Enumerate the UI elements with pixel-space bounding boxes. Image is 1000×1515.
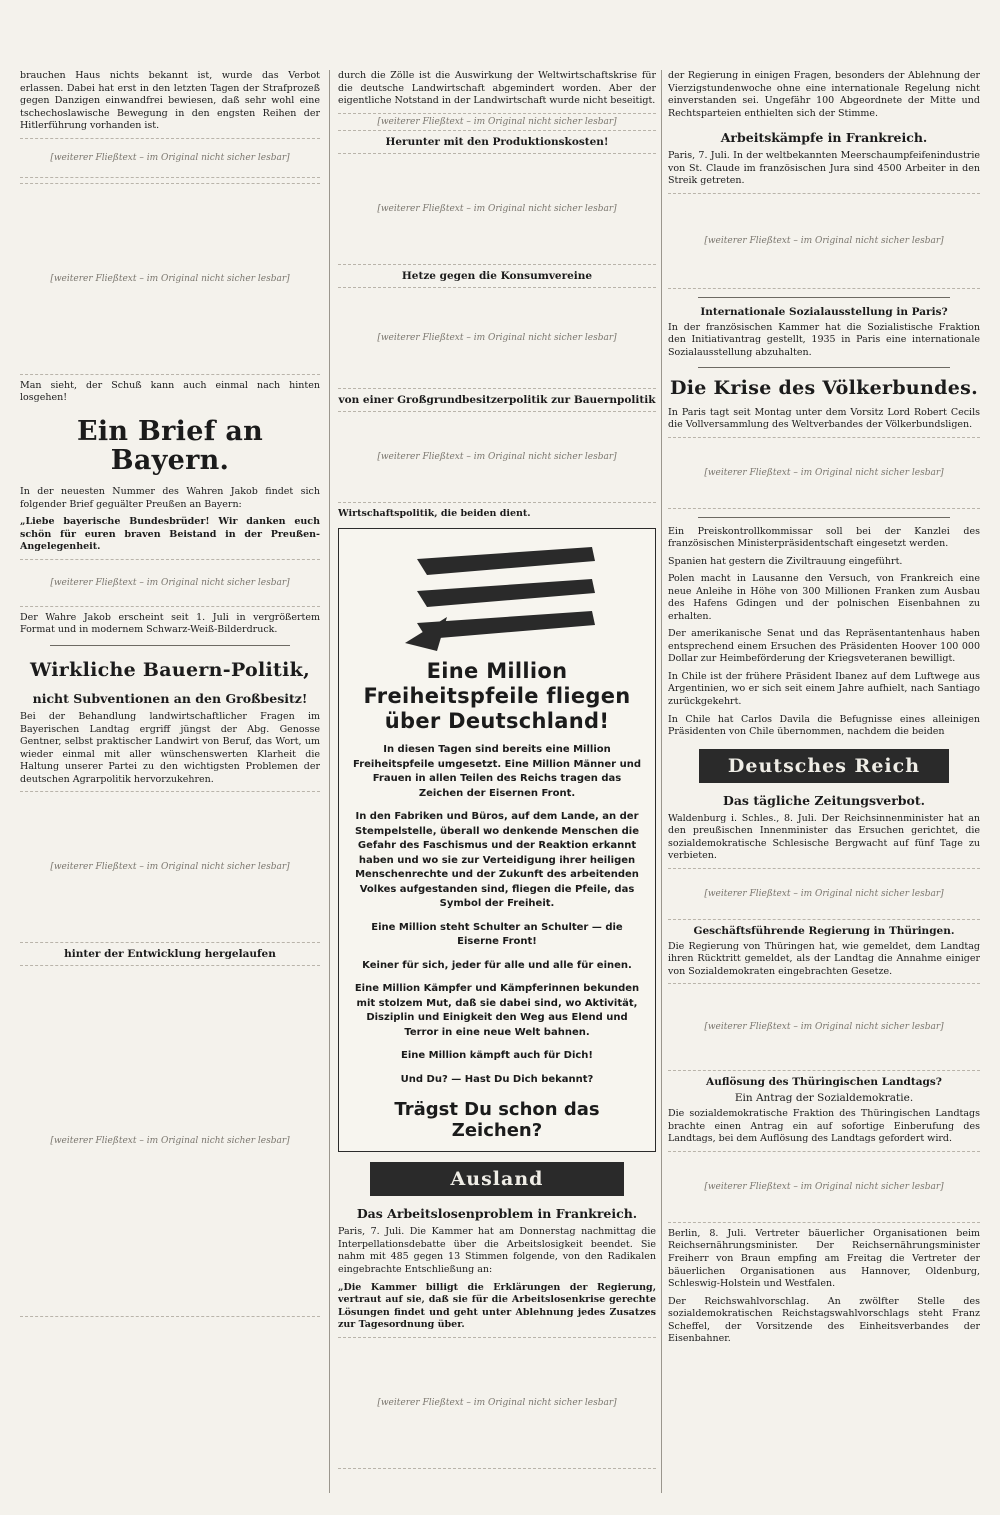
section-heading: von einer Großgrundbesitzerpolitik zur Bauernpolitik xyxy=(338,393,656,406)
unread-text-placeholder: [weiterer Fließtext – im Original nicht sicher lesbar] xyxy=(668,983,980,1071)
unread-text-placeholder: [weiterer Fließtext – im Original nicht sicher lesbar] xyxy=(338,411,656,503)
headline-voelkerbund: Die Krise des Völkerbundes. xyxy=(669,377,979,400)
unread-text-placeholder: [weiterer Fließtext – im Original nicht sicher lesbar] xyxy=(668,1151,980,1223)
article-lead: Paris, 7. Juli. Die Kammer hat am Donnerstag nachmittag die Interpellationsdebatte über die Arbeitslosigkeit beendet. Sie nahm mit 485 gegen 13 Stimmen folgende, von den Radikalen eingebrachte Entschließung an: xyxy=(338,1226,656,1276)
news-note: Ein Preiskontrollkommissar soll bei der Kanzlei des französischen Ministerpräsidentschaft eingesetzt werden. xyxy=(668,525,980,550)
divider xyxy=(698,367,950,368)
article-closing-line: Wirtschaftspolitik, die beiden dient. xyxy=(338,507,531,519)
section-heading: hinter der Entwicklung hergelaufen xyxy=(64,948,276,961)
article-closing-line: Man sieht, der Schuß kann auch einmal nach hinten losgehen! xyxy=(20,379,320,404)
three-arrows-icon xyxy=(387,539,607,657)
unread-text-placeholder: [weiterer Fließtext – im Original nicht sicher lesbar] xyxy=(668,868,980,920)
article-footer: Der Wahre Jakob erscheint seit 1. Juli in vergrößertem Format und in modernem Schwarz-Weiß-Bilderdruck. xyxy=(20,611,320,636)
article-lead: Bei der Behandlung landwirtschaftlicher Fragen im Bayerischen Landtag ergriff jüngst der Abg. Genosse Gentner, selbst praktischer Landwirt von Beruf, das Wort, um wieder einmal mit aller wünschenswerten Klarheit die Haltung unserer Partei zu den wichtigsten Problemen der deutschen Agrarpolitik hervorzukehren. xyxy=(20,711,320,785)
article-lead: Die Regierung von Thüringen hat, wie gemeldet, dem Landtag ihren Rücktritt gemeldet, als der Landtag die Annahme einiger von Sozialdemokraten eingebrachten Gesetze. xyxy=(668,940,980,977)
article-lead: In der neuesten Nummer des Wahren Jakob findet sich folgender Brief geguälter Preußen an Bayern: xyxy=(20,486,320,510)
divider xyxy=(698,297,950,298)
unread-text-placeholder: [weiterer Fließtext – im Original nicht sicher lesbar] xyxy=(338,113,656,131)
column-left xyxy=(20,70,320,1493)
ad-headline: Eine Million Freiheitspfeile fliegen über Deutschland! xyxy=(363,659,631,733)
subheadline-subventionen: nicht Subventionen an den Großbesitz! xyxy=(32,691,308,707)
unread-text-placeholder: [weiterer Fließtext – im Original nicht sicher lesbar] xyxy=(668,437,980,509)
column-middle xyxy=(338,70,656,1493)
divider xyxy=(50,645,290,646)
ad-paragraph: In diesen Tagen sind bereits eine Million Freiheitspfeile umgesetzt. Eine Million Männer und Frauen in allen Teilen des Reichs tragen das Zeichen der Eisernen Front. xyxy=(353,744,641,799)
article-continuation: brauchen Haus nichts bekannt ist, wurde das Verbot erlassen. Dabei hat erst in den letzten Tagen der Strafprozeß gegen Danzigen einwandfrei bewiesen, daß sehr wohl eine tschechoslawische Bewegung in den engsten Reihen der Hitlerführung vorhanden ist. xyxy=(20,70,320,132)
unread-text-placeholder: [weiterer Fließtext – im Original nicht sicher lesbar] xyxy=(668,193,980,289)
article-continuation: der Regierung in einigen Fragen, besonders der Ablehnung der Vierzigstundenwoche ohne eine internationale Regelung nicht einverstanden sei. Ungefähr 100 Abgeordnete der Mitte und Rechtsparteien enthielten sich der Stimme. xyxy=(668,70,980,119)
ad-paragraph: Eine Million kämpft auch für Dich! xyxy=(401,1050,593,1062)
unread-text-placeholder: [weiterer Fließtext – im Original nicht sicher lesbar] xyxy=(338,287,656,389)
section-banner-deutsches-reich: Deutsches Reich xyxy=(699,749,948,783)
article-quote: „Liebe bayerische Bundesbrüder! Wir danken euch schön für euren braven Beistand in der Preußen-Angelegenheit. xyxy=(20,516,320,553)
section-banner-ausland: Ausland xyxy=(370,1162,624,1196)
article-lead: Paris, 7. Juli. In der weltbekannten Meerschaumpfeifenindustrie von St. Claude im französischen Jura sind 4500 Arbeiter in den Streik getreten. xyxy=(668,150,980,187)
section-heading: Herunter mit den Produktionskosten! xyxy=(385,135,609,148)
section-heading: Hetze gegen die Konsumvereine xyxy=(401,269,593,282)
news-note: Polen macht in Lausanne den Versuch, von Frankreich eine neue Anleihe in Höhe von 300 Millionen Franken zum Ausbau des Hafens Gdingen und der polnischen Eisenbahnen zu erhalten. xyxy=(668,573,980,622)
article-lead: Die sozialdemokratische Fraktion des Thüringischen Landtags brachte einen Antrag ein auf sofortige Einberufung des Landtags, bei dem Auflösung des Landtags gefordert wird. xyxy=(668,1108,980,1145)
divider xyxy=(698,517,950,518)
news-note: In Chile ist der frühere Präsident Ibanez auf dem Luftwege aus Argentinien, wo er sich seit einem Jahre aufhielt, nach Santiago zurückgekehrt. xyxy=(668,670,980,708)
news-note: Spanien hat gestern die Ziviltrauung eingeführt. xyxy=(668,555,903,567)
column-rule xyxy=(329,70,330,1493)
unread-text-placeholder: [weiterer Fließtext – im Original nicht sicher lesbar] xyxy=(20,183,320,375)
news-note: Der amerikanische Senat und das Repräsentantenhaus haben entsprechend einem Ersuchen des Präsidenten Hoover 100 000 Dollar zur Heimbeförderung der Kriegsveteranen bewilligt. xyxy=(668,628,980,665)
headline-arbeitskaempfe: Arbeitskämpfe in Frankreich. xyxy=(720,130,928,146)
ad-paragraph: Keiner für sich, jeder für alle und alle für einen. xyxy=(362,959,632,971)
article-quote: „Die Kammer billigt die Erklärungen der Regierung, vertraut auf sie, daß sie für die Arbeitslosenkrise gerechte Lösungen findet und geht unter Ablehnung jedes Zusatzes zur Tagesordnung über. xyxy=(338,1281,656,1331)
column-right xyxy=(668,70,980,1493)
news-note: Berlin, 8. Juli. Vertreter bäuerlicher Organisationen beim Reichsernährungsminister. Der Reichsernährungsminister Freiherr von Braun empfing am Freitag die Vertreter der bäuerlichen Organisationen aus Hannover, Oldenburg, Schleswig-Holstein und Westfalen. xyxy=(668,1227,980,1290)
article-lead: In Paris tagt seit Montag unter dem Vorsitz Lord Robert Cecils die Vollversammlung des Weltverbandes der Völkerbundsligen. xyxy=(668,406,980,431)
article-lead: Waldenburg i. Schles., 8. Juli. Der Reichsinnenminister hat an den preußischen Innenminister das Ersuchen gerichtet, die sozialdemokratische Schlesische Bergwacht auf fünf Tage zu verbieten. xyxy=(668,812,980,862)
ad-paragraph: Und Du? — Hast Du Dich bekannt? xyxy=(400,1073,594,1085)
news-note: In Chile hat Carlos Davila die Befugnisse eines alleinigen Präsidenten von Chile übernommen, nachdem die beiden xyxy=(668,713,980,738)
headline-sozialausstellung: Internationale Sozialausstellung in Paris? xyxy=(700,305,948,318)
unread-text-placeholder: [weiterer Fließtext – im Original nicht sicher lesbar] xyxy=(20,965,320,1317)
article-continuation: durch die Zölle ist die Auswirkung der Weltwirtschaftskrise für die deutsche Landwirtschaft abgemindert worden. Aber der eigentliche Notstand in der Landwirtschaft wurde nicht beseitigt. xyxy=(338,70,656,107)
news-note: Der Reichswahlvorschlag. An zwölfter Stelle des sozialdemokratischen Reichstagswahlvorschlags steht Franz Scheffel, der Vorsitzende des Einheitsverbandes der Eisenbahner. xyxy=(668,1295,980,1345)
ad-paragraph: Eine Million steht Schulter an Schulter — die Eiserne Front! xyxy=(371,921,623,948)
unread-text-placeholder: [weiterer Fließtext – im Original nicht sicher lesbar] xyxy=(338,1337,656,1469)
ad-paragraph: In den Fabriken und Büros, auf dem Lande, an der Stempelstelle, überall wo denkende Menschen die Gefahr des Faschismus und der Reaktion erkannt haben und wo sie zur Verteidigung ihrer heiligen Menschenrechte und der Zukunft des arbeitenden Volkes aufgestanden sind, fliegen die Pfeile, das Symbol der Freiheit. xyxy=(354,811,640,910)
unread-text-placeholder: [weiterer Fließtext – im Original nicht sicher lesbar] xyxy=(20,559,320,607)
headline-landtag: Auflösung des Thüringischen Landtags? xyxy=(706,1076,942,1089)
ad-paragraph: Eine Million Kämpfer und Kämpferinnen bekunden mit stolzem Mut, daß sie dabei sind, wo Aktivität, Disziplin und Einigkeit den Weg aus Elend und Terror in eine neue Welt bahnen. xyxy=(354,983,640,1038)
unread-text-placeholder: [weiterer Fließtext – im Original nicht sicher lesbar] xyxy=(20,791,320,943)
headline-thueringen: Geschäftsführende Regierung in Thüringen. xyxy=(693,924,955,937)
article-lead: In der französischen Kammer hat die Sozialistische Fraktion den Initiativantrag gestellt, 1935 in Paris eine internationale Sozialausstellung abzuhalten. xyxy=(668,321,980,358)
unread-text-placeholder: [weiterer Fließtext – im Original nicht sicher lesbar] xyxy=(338,153,656,265)
headline-zeitungsverbot: Das tägliche Zeitungsverbot. xyxy=(722,792,925,808)
headline-brief-an-bayern: Ein Brief an Bayern. xyxy=(76,415,264,477)
unread-text-placeholder: [weiterer Fließtext – im Original nicht sicher lesbar] xyxy=(20,138,320,178)
column-rule xyxy=(661,70,662,1493)
subheadline-antrag: Ein Antrag der Sozialdemokratie. xyxy=(734,1092,914,1105)
headline-bauern-politik: Wirkliche Bauern-Politik, xyxy=(29,658,311,681)
ad-slogan: Trägst Du schon das Zeichen? xyxy=(394,1099,600,1142)
eiserne-front-ad xyxy=(338,528,656,1152)
headline-arbeitslosenproblem: Das Arbeitslosenproblem in Frankreich. xyxy=(356,1206,638,1222)
